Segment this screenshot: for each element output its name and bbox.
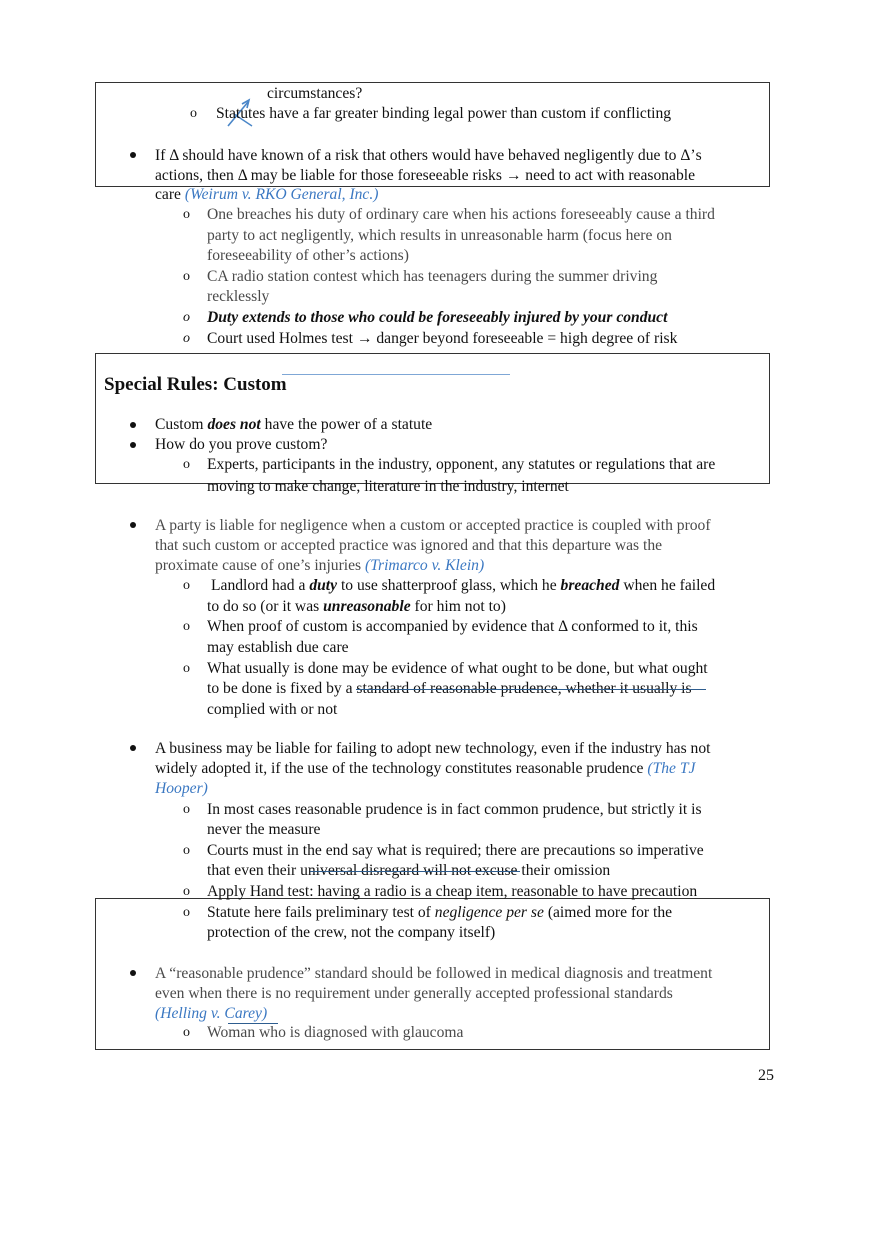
emphasis-text: negligence per se xyxy=(434,904,544,921)
text-line: may establish due care xyxy=(207,639,349,656)
page-number: 25 xyxy=(758,1067,774,1084)
text-line: that such custom or accepted practice was ignored and that this departure was the xyxy=(155,537,663,554)
case-citation: (The TJ xyxy=(647,760,696,777)
text-line: Courts must in the end say what is required; there are precautions so imperative xyxy=(207,842,704,859)
text-line: How do you prove custom? xyxy=(155,436,328,453)
text-line: circumstances? xyxy=(267,85,363,102)
sub-bullet-marker: o xyxy=(183,457,190,472)
text-span: proximate cause of one’s injuries xyxy=(155,557,362,574)
sub-bullet-marker: o xyxy=(183,661,190,676)
text-line: What usually is done may be evidence of what ought to be done, but what ought xyxy=(207,660,708,677)
case-citation: (Trimarco v. Klein) xyxy=(365,557,485,574)
text-line: protection of the crew, not the company itself) xyxy=(207,924,496,941)
bullet-marker xyxy=(130,522,136,528)
text-span: widely adopted it, if the use of the technology constitutes reasonable prudence xyxy=(155,760,644,777)
text-line: Apply Hand test: having a radio is a cheap item, reasonable to have precaution xyxy=(207,883,698,900)
text-line: Court used Holmes test → danger beyond foreseeable = high degree of risk xyxy=(207,330,678,347)
text-span: to do so (or it was xyxy=(207,598,320,615)
case-citation: (Weirum v. RKO General, Inc.) xyxy=(184,186,379,203)
sub-bullet-marker: o xyxy=(183,905,190,920)
bullet-marker xyxy=(130,422,136,428)
text-line: One breaches his duty of ordinary care when his actions foreseeably cause a third xyxy=(207,206,715,223)
sub-bullet-marker: o xyxy=(183,802,190,817)
text-line: recklessly xyxy=(207,288,270,305)
text-line: Statutes have a far greater binding legal power than custom if conflicting xyxy=(216,105,672,122)
text-line: Experts, participants in the industry, opponent, any statutes or regulations that are xyxy=(207,456,716,473)
text-span: Statute here fails preliminary test of xyxy=(207,904,431,921)
text-line: complied with or not xyxy=(207,701,338,718)
bullet-marker xyxy=(130,745,136,751)
text-span: to use shatterproof glass, which he xyxy=(340,577,557,594)
text-span: for him not to) xyxy=(414,598,506,615)
text-line: to be done is fixed by a standard of reasonable prudence, whether it usually is xyxy=(207,680,692,697)
text-line xyxy=(207,903,672,923)
text-line: Woman who is diagnosed with glaucoma xyxy=(207,1024,464,1041)
text-line: In most cases reasonable prudence is in fact common prudence, but strictly it is xyxy=(207,801,702,818)
sub-bullet-marker: o xyxy=(183,331,190,346)
sub-bullet-marker: o xyxy=(183,843,190,858)
bullet-marker xyxy=(130,442,136,448)
case-citation: Hooper) xyxy=(155,780,208,797)
text-line: Duty extends to those who could be foreseeably injured by your conduct xyxy=(207,309,668,326)
text-line xyxy=(155,185,378,205)
text-line: A party is liable for negligence when a custom or accepted practice is coupled with proof xyxy=(155,517,711,534)
emphasis-text: breached xyxy=(560,577,620,594)
sub-bullet-marker: o xyxy=(183,1025,190,1040)
sub-bullet-marker: o xyxy=(183,884,190,899)
emphasis-text: duty xyxy=(309,577,338,594)
sub-bullet-marker: o xyxy=(183,578,190,593)
text-span: care xyxy=(155,186,181,203)
text-line: A “reasonable prudence” standard should be followed in medical diagnosis and treatment xyxy=(155,965,713,982)
annotation-strikethrough xyxy=(356,689,706,690)
text-span: when he failed xyxy=(623,577,716,594)
text-span: (aimed more for the xyxy=(547,904,673,921)
sub-bullet-marker: o xyxy=(183,310,190,325)
text-line: party to act negligently, which results in unreasonable harm (focus here on xyxy=(207,227,672,244)
text-line: that even their universal disregard will not excuse their omission xyxy=(207,862,611,879)
text-line: A business may be liable for failing to adopt new technology, even if the industry has not xyxy=(155,740,711,757)
bullet-marker xyxy=(130,152,136,158)
text-span: have the power of a statute xyxy=(264,416,433,433)
text-line xyxy=(211,576,715,596)
text-line xyxy=(207,597,506,617)
sub-bullet-marker: o xyxy=(183,269,190,284)
text-line xyxy=(155,759,695,779)
section-heading: Special Rules: Custom xyxy=(104,374,287,395)
text-line xyxy=(155,415,432,435)
sub-bullet-marker: o xyxy=(183,619,190,634)
text-line xyxy=(155,556,484,576)
text-line: never the measure xyxy=(207,821,321,838)
text-line: CA radio station contest which has teenagers during the summer driving xyxy=(207,268,658,285)
text-span: Custom xyxy=(155,416,204,433)
sub-bullet-marker: o xyxy=(183,207,190,222)
emphasis-text: does not xyxy=(207,416,261,433)
emphasis-text: unreasonable xyxy=(323,598,411,615)
bullet-marker xyxy=(130,970,136,976)
text-line: even when there is no requirement under generally accepted professional standards xyxy=(155,985,673,1002)
text-span: Landlord had a xyxy=(211,577,306,594)
annotation-strikethrough xyxy=(310,871,520,872)
annotation-underline-heading xyxy=(282,374,510,375)
case-citation: (Helling v. Carey) xyxy=(155,1005,268,1022)
text-line: moving to make change, literature in the industry, internet xyxy=(207,478,569,495)
text-line: If Δ should have known of a risk that others would have behaved negligently due to Δ’s xyxy=(155,147,702,164)
text-line: When proof of custom is accompanied by evidence that Δ conformed to it, this xyxy=(207,618,698,635)
text-line: foreseeability of other’s actions) xyxy=(207,247,409,264)
text-line: actions, then Δ may be liable for those foreseeable risks → need to act with reasonable xyxy=(155,167,696,184)
sub-bullet-marker: o xyxy=(190,106,197,121)
